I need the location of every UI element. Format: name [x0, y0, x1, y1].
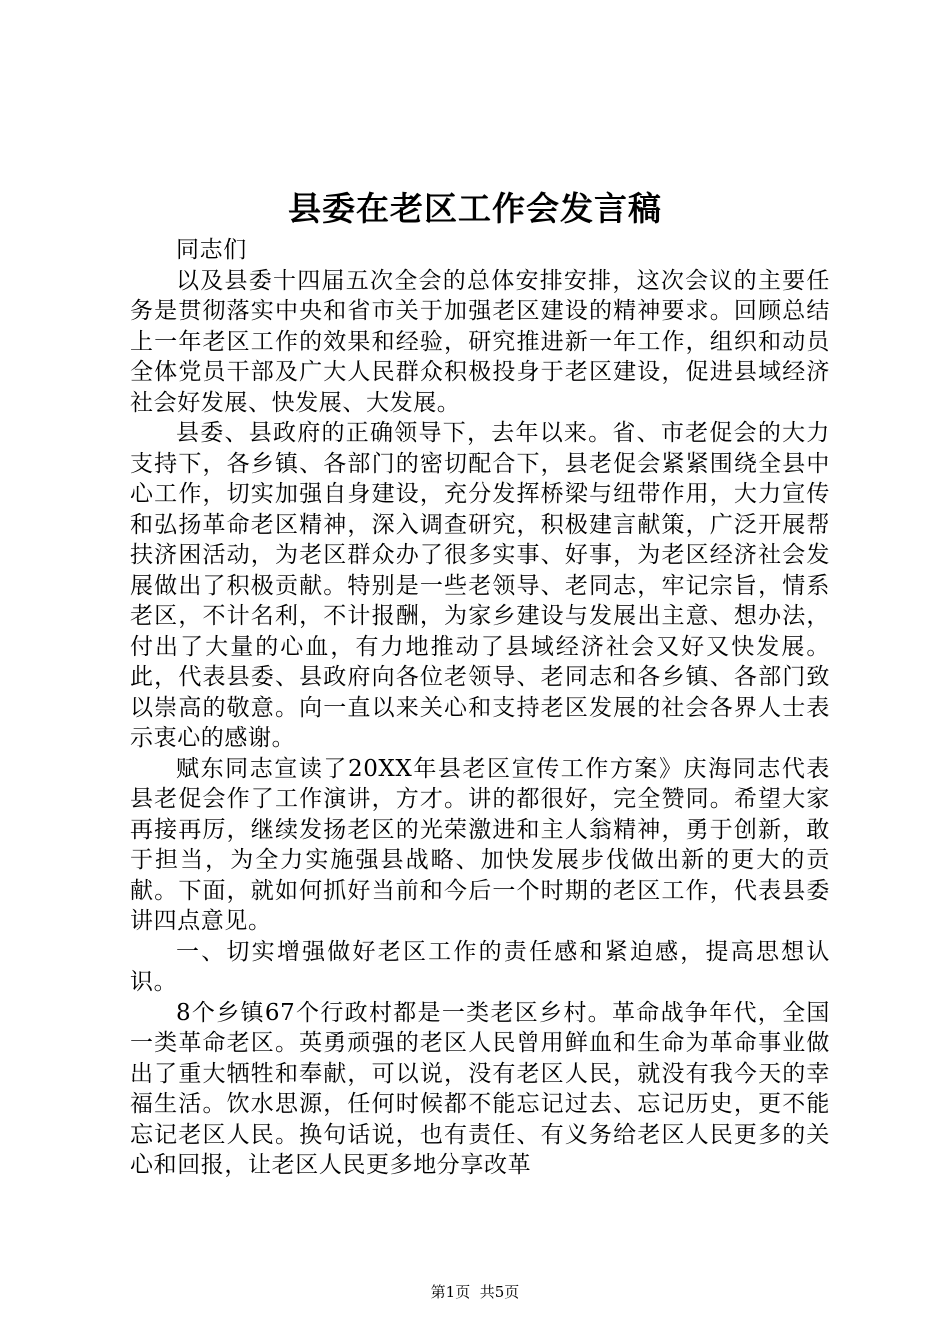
section-heading-1: 一、切实增强做好老区工作的责任感和紧迫感，提高思想认识。: [130, 938, 830, 995]
paragraph-3: 赋东同志宣读了20XX年县老区宣传工作方案》庆海同志代表县老促会作了工作演讲，方才。讲的都很好，完全赞同。希望大家再接再厉，继续发扬老区的光荣激进和主人翁精神，勇于创新，敢于担当，为全力实施强县战略、加快发展步伐做出新的更大的贡献。下面，就如何抓好当前和今后一个时期的老区工作，代表县委讲四点意见。: [130, 755, 830, 934]
paragraph-4: 8个乡镇67个行政村都是一类老区乡村。革命战争年代，全国一类革命老区。英勇顽强的老区人民曾用鲜血和生命为革命事业做出了重大牺牲和奉献，可以说，没有老区人民，就没有我今天的幸福生活。饮水思源，任何时候都不能忘记过去、忘记历史，更不能忘记老区人民。换句话说，也有责任、有义务给老区人民更多的关心和回报，让老区人民更多地分享改革: [130, 999, 830, 1178]
paragraph-2: 县委、县政府的正确领导下，去年以来。省、市老促会的大力支持下，各乡镇、各部门的密切配合下，县老促会紧紧围绕全县中心工作，切实加强自身建设，充分发挥桥梁与纽带作用，大力宣传和弘扬革命老区精神，深入调查研究，积极建言献策，广泛开展帮扶济困活动，为老区群众办了很多实事、好事，为老区经济社会发展做出了积极贡献。特别是一些老领导、老同志，牢记宗旨，情系老区，不计名利，不计报酬，为家乡建设与发展出主意、想办法，付出了大量的心血，有力地推动了县域经济社会又好又快发展。此，代表县委、县政府向各位老领导、老同志和各乡镇、各部门致以崇高的敬意。向一直以来关心和支持老区发展的社会各界人士表示衷心的感谢。: [130, 420, 830, 751]
page-footer: [0, 1282, 950, 1302]
salutation: 同志们: [176, 237, 247, 263]
page-number: 第1页: [430, 1283, 471, 1301]
document-body: [130, 235, 830, 1181]
page-total: 共5页: [479, 1283, 520, 1301]
paragraph-1: 以及县委十四届五次全会的总体安排安排，这次会议的主要任务是贯彻落实中央和省市关于加强老区建设的精神要求。回顾总结上一年老区工作的效果和经验，研究推进新一年工作，组织和动员全体党员干部及广大人民群众积极投身于老区建设，促进县域经济社会好发展、快发展、大发展。: [130, 267, 830, 416]
document-title: 县委在老区工作会发言稿: [288, 189, 662, 228]
